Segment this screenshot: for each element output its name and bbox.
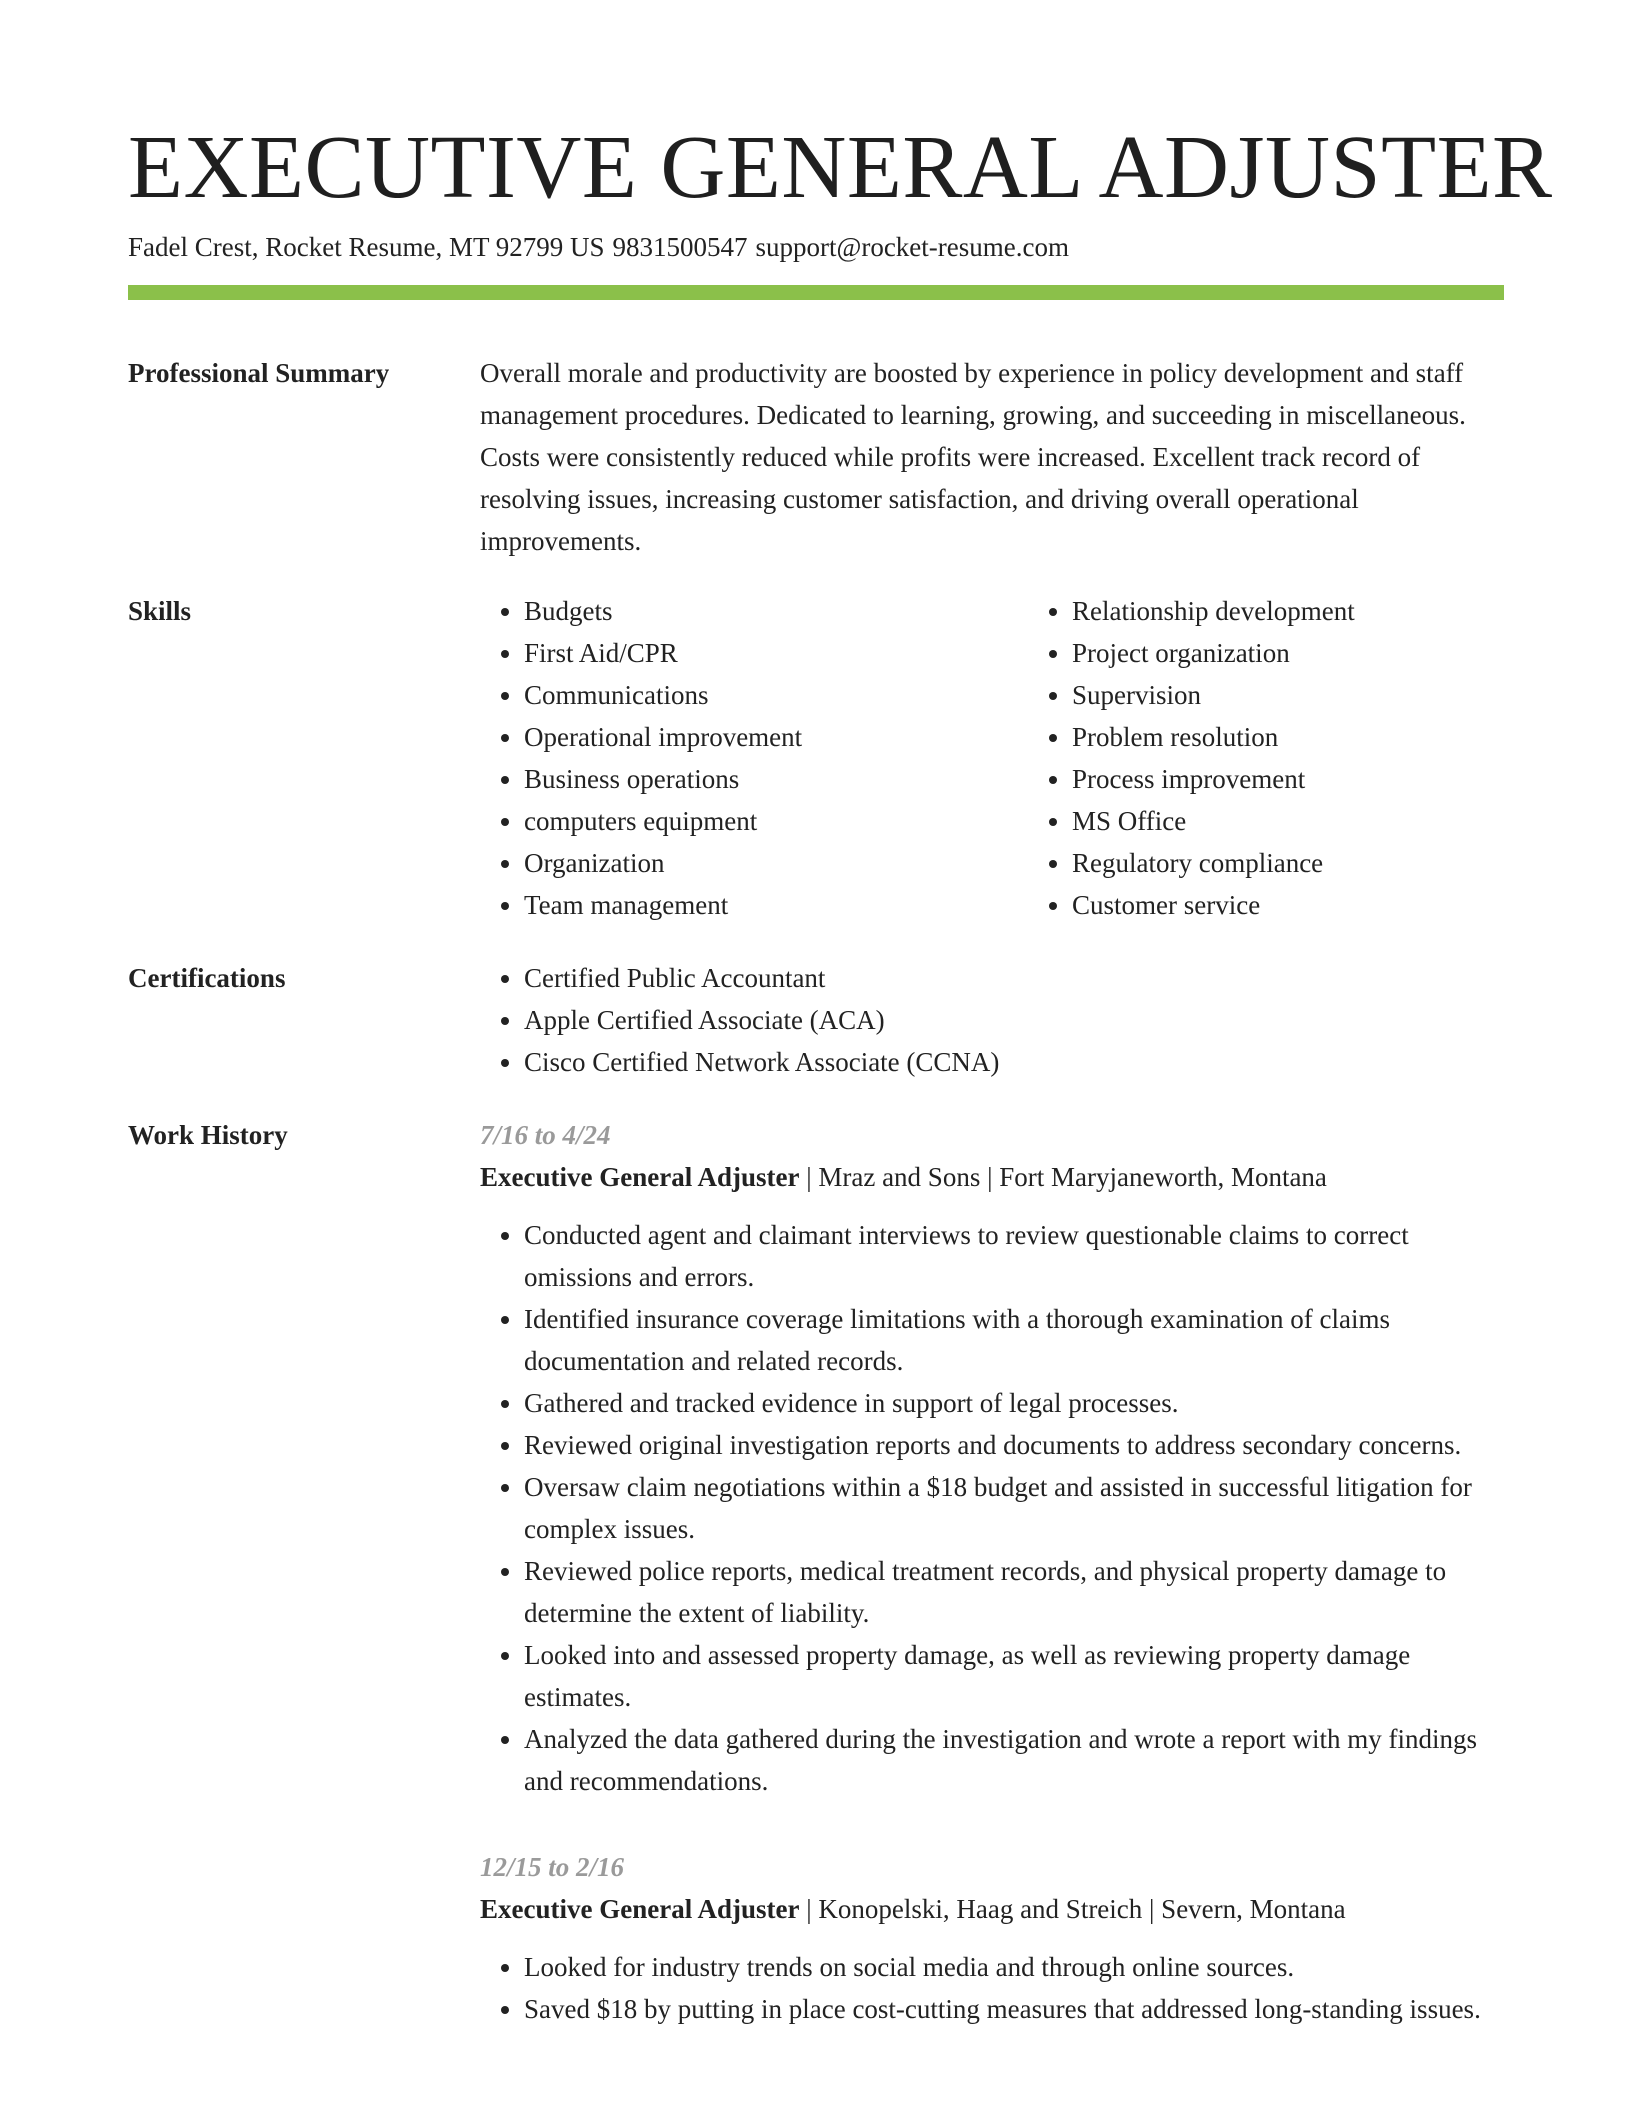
certification-item: • Cisco Certified Network Associate (CCNA) — [524, 1041, 1504, 1083]
certification-item: • Apple Certified Associate (ACA) — [524, 999, 1504, 1041]
job-dates: 7/16 to 4/24 — [480, 1119, 611, 1150]
certification-item: • Certified Public Accountant — [524, 957, 1504, 999]
resume-name: EXECUTIVE GENERAL ADJUSTER — [128, 118, 1553, 217]
job-bullet: • Looked into and assessed property damage, as well as reviewing property damage estimates. — [524, 1634, 1504, 1718]
skill-item: • Project organization — [1072, 632, 1504, 674]
contact-phone: 9831500547 — [612, 231, 748, 262]
section-title-certifications: Certifications — [128, 962, 286, 993]
job-bullet: • Looked for industry trends on social media and through online sources. — [524, 1946, 1504, 1988]
skill-item: • Problem resolution — [1072, 716, 1504, 758]
job-bullet: • Conducted agent and claimant interviews to review questionable claims to correct omissions and errors. — [524, 1214, 1504, 1298]
skill-item: • Operational improvement — [524, 716, 1028, 758]
summary-section — [128, 352, 1504, 562]
skill-item: • Communications — [524, 674, 1028, 716]
job-entry — [480, 1846, 1504, 2030]
skill-item: • Organization — [524, 842, 1028, 884]
skill-item: • Relationship development — [1072, 590, 1504, 632]
job-bullet: • Saved $18 by putting in place cost-cutting measures that addressed long-standing issues. — [524, 1988, 1504, 2030]
job-heading — [480, 1888, 1504, 1930]
job-bullet: • Reviewed original investigation reports and documents to address secondary concerns. — [524, 1424, 1504, 1466]
job-bullet: • Gathered and tracked evidence in support of legal processes. — [524, 1382, 1504, 1424]
job-title: Executive General Adjuster — [480, 1893, 800, 1924]
skill-item: • computers equipment — [524, 800, 1028, 842]
contact-address: Fadel Crest, Rocket Resume, MT 92799 US — [128, 231, 605, 262]
skills-section — [128, 590, 1504, 926]
job-bullets — [480, 1214, 1504, 1802]
skills-list-left — [480, 590, 1028, 926]
skill-item: • Budgets — [524, 590, 1028, 632]
skill-item: • Business operations — [524, 758, 1028, 800]
job-title: Executive General Adjuster — [480, 1161, 800, 1192]
section-title-work-history: Work History — [128, 1119, 288, 1150]
section-title-skills: Skills — [128, 595, 192, 626]
skill-item: • Customer service — [1072, 884, 1504, 926]
accent-divider — [128, 285, 1504, 300]
summary-body — [480, 352, 1504, 562]
job-company-location: | Mraz and Sons | Fort Maryjaneworth, Montana — [799, 1161, 1327, 1192]
work-history-body — [480, 1114, 1504, 2074]
skill-item: • Process improvement — [1072, 758, 1504, 800]
certifications-body — [480, 957, 1504, 1083]
skills-list-right — [1028, 590, 1504, 926]
job-entry — [480, 1114, 1504, 1802]
job-bullet: • Identified insurance coverage limitations with a thorough examination of claims documentation and related records. — [524, 1298, 1504, 1382]
job-dates: 12/15 to 2/16 — [480, 1851, 625, 1882]
contact-email[interactable]: support@rocket-resume.com — [755, 231, 1069, 262]
work-history-section — [128, 1114, 1504, 2074]
certifications-section — [128, 957, 1504, 1083]
resume-page — [128, 118, 1553, 2074]
job-heading — [480, 1156, 1504, 1198]
summary-text: Overall morale and productivity are boosted by experience in policy development and staff management procedures. Dedicated to learning, growing, and succeeding in miscellaneous. Costs were consistently reduced while profits were increased. Excellent track record of resolving issues, increasing customer satisfaction, and driving overall operational improvements. — [480, 357, 1466, 556]
skill-item: • Regulatory compliance — [1072, 842, 1504, 884]
job-bullet: • Oversaw claim negotiations within a $18 budget and assisted in successful litigation for complex issues. — [524, 1466, 1504, 1550]
skill-item: • Team management — [524, 884, 1028, 926]
skills-grid — [480, 590, 1504, 926]
contact-line — [128, 229, 1504, 265]
skill-item: • MS Office — [1072, 800, 1504, 842]
certifications-list — [480, 957, 1504, 1083]
section-title-summary: Professional Summary — [128, 357, 390, 388]
skill-item: • Supervision — [1072, 674, 1504, 716]
job-bullets — [480, 1946, 1504, 2030]
job-company-location: | Konopelski, Haag and Streich | Severn, Montana — [799, 1893, 1346, 1924]
job-bullet: • Analyzed the data gathered during the investigation and wrote a report with my findings and recommendations. — [524, 1718, 1504, 1802]
skill-item: • First Aid/CPR — [524, 632, 1028, 674]
job-bullet: • Reviewed police reports, medical treatment records, and physical property damage to determine the extent of liability. — [524, 1550, 1504, 1634]
